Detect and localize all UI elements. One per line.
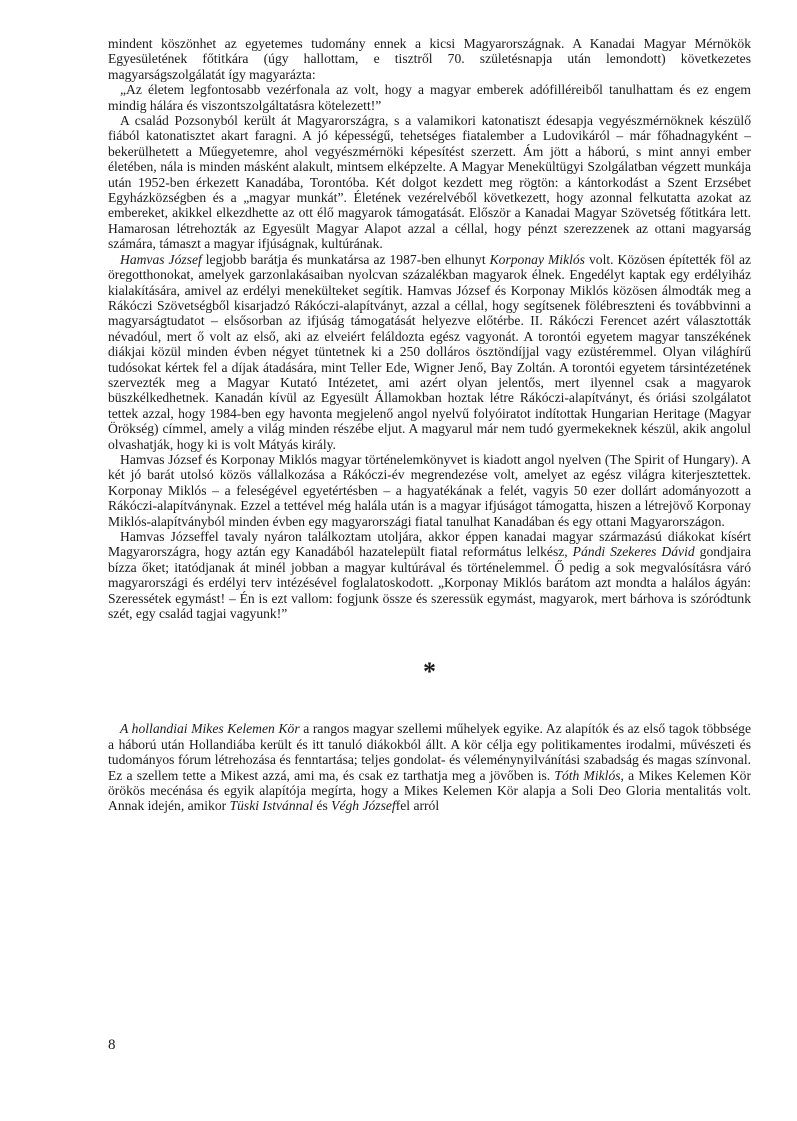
text-run: „Az életem legfontosabb vezérfonala az volt, hogy a magyar emberek adófilléreiből tanulhattam és ez engem mindig hálára és viszontszolgáltatásra kötelezett!”: [108, 82, 751, 113]
italic-name: Tóth Miklós: [554, 767, 621, 783]
document-page: [108, 36, 751, 814]
paragraph: [108, 452, 751, 529]
italic-name: Korponay Miklós: [489, 251, 585, 267]
text-run: gondjaira bízza őket; itatódjanak át minél jobban a magyar kultúrával és történelemmel. Ő pedig a sok megvalósításra váró magyarországi és erdélyi terv intézésével foglalatoskodott. „Korponay Miklós barátom azt mondta a halálos ágyán: Szeressétek egymást! – Én is ezt vallom: fogjunk össze és szeressük egymást, magyarok, mert bárhova is szóródtunk szét, egy család tagjai vagyunk!”: [108, 544, 751, 622]
text-run: legjobb barátja és munkatársa az 1987-ben elhunyt: [201, 251, 490, 267]
paragraph: [108, 113, 751, 252]
italic-name: A hollandiai Mikes Kelemen Kör: [120, 721, 300, 737]
text-run: mindent köszönhet az egyetemes tudomány ennek a kicsi Magyarországnak. A Kanadai Magyar Mérnökök Egyesületének főtitkára (úgy hallottam, e tisztről 70. születésnapja után lemondott) következetes magyarságszolgálatát így magyarázta:: [108, 36, 751, 82]
paragraph: [108, 252, 751, 452]
italic-name: Hamvas József: [120, 251, 202, 267]
text-run: Hamvas József és Korponay Miklós magyar történelemkönyvet is kiadott angol nyelven (The Spirit of Hungary). A két jó barát utolsó közös vállalkozása a Rákóczi-év megrendezése volt, amelyet az egész világra kiterjesztettek. Korponay Miklós – a feleségével egyetértésben – a hagyatékának a felét, vagyis 50 ezer dollárt adományozott a Rákóczi-alapítványnak. Ezzel a tettével még halála után is a magyar ifjúságot támogatta, hiszen a létrejövő Korponay Miklós-alapítványból minden évben egy magyarországi fiatal tanulhat Kanadában és egy ottani Magyarországon.: [108, 451, 751, 529]
paragraph: [108, 721, 751, 813]
section-separator: *: [423, 657, 436, 687]
article-body-continued: [108, 721, 751, 813]
text-run: A család Pozsonyból került át Magyarországra, s a valamikori katonatiszt édesapja vegyészmérnöknek készülő fiából katonatisztet akart faragni. A jó képességű, tehetséges fiatalember a Ludovikáról – már főhadnagyként – bekerülhetett a Műegyetemre, ahol vegyészmérnöki képesítést szerzett. Ám jött a háború, s mint annyi ember életében, nála is minden másként alakult, mintsem elképzelte. A Magyar Menekültügyi Szolgálatban végzett munkája után 1952-ben érkezett Kanadába, Torontóba. Két dolgot kezdett meg rögtön: a kántorkodást a Szent Erzsébet Egyházközségben és a „magyar munkát”. Életének vezérelvéből következett, hogy azonnal felkutatta azokat az embereket, akikkel elkezdhette az ott élő magyarok támogatását. Először a Kanadai Magyar Szövetség főtitkára lett. Hamarosan létrehozták az Egyesült Magyar Alapot azzal a céllal, hogy pénzt szerezzenek az ottani magyarság számára, támaszt a magyar ifjúságnak, kultúrának.: [108, 113, 751, 252]
paragraph: [108, 82, 751, 113]
italic-name: Tüski Istvánnal: [229, 798, 314, 814]
text-run: volt. Közösen építették föl az öregotthonokat, amelyek garzonlakásaiban nyolcvan százalékban magyarok élnek. Engedélyt kaptak egy erdélyiház kialakítására, amivel az erdélyi menekülteket segítik. Hamvas József és Korponay Miklós közösen álmodták meg a Rákóczi Szövetségből kisarjadzó Rákóczi-alapítványt, azzal a céllal, hogy segítsenek fölébreszteni és továbbvinni a magyarságtudatot – elsősorban az ifjúság támogatását helyezve előtérbe. II. Rákóczi Ferencet azért választották névadóul, mert ő volt az első, aki az elveiért feláldozta egész vagyonát. A torontói egyetem magyar tanszékének diákjai közül minden évben négyet tüntetnek ki a 250 dolláros ösztöndíjjal vagy ezüstéremmel. Olyan világhírű tudósokat kértek fel a díjak átadására, mint Teller Ede, Wigner Jenő, Bay Zoltán. A torontói egyetem társintézetének szervezték meg a Magyar Kutató Intézetet, ami azért olyan jelentős, mert ilyennel csak a magyarok büszkélkedhetnek. Kanadán kívül az Egyesült Államokban hoztak létre Rákóczi-alapítványt, és óriási szolgálatot tettek azzal, hogy 1984-ben egy havonta megjelenő angol nyelvű folyóiratot indítottak Hungarian Heritage (Magyar Örökség) címmel, amely a világ minden részébe eljut. A magyarul már nem tudó gyermekeknek készül, akik angolul olvashatják, hogy ki is volt Mátyás király.: [108, 251, 752, 452]
italic-name: Végh József: [331, 798, 396, 814]
text-run: és: [313, 798, 332, 814]
page-number: 8: [108, 1037, 116, 1053]
text-run: fel arról: [395, 798, 440, 814]
paragraph: [108, 529, 751, 621]
article-body: [108, 36, 751, 621]
text-run: a rangos magyar szellemi műhelyek egyike. Az alapítók és az első tagok többsége a háború után Hollandiába került és itt tanuló diákokból állt. A kör célja egy politikamentes irodalmi, művészeti és tudományos fórum létrehozása és fenntartása; teljes gondolat- és véleménynyilvánítási szabadság és magas színvonal. Ez a szellem tette a Mikest azzá, ami ma, és csak ez tarthatja meg a jövőben is.: [108, 721, 751, 783]
text-run: Hamvas Józseffel tavaly nyáron találkoztam utoljára, akkor éppen kanadai magyar származású diákokat kísért Magyarországra, hogy aztán egy Kanadából hazatelepült fiatal református lelkész,: [108, 529, 751, 560]
text-run: , a Mikes Kelemen Kör örökös mecénása és egyik alapítója megírta, hogy a Mikes Kelemen Kör alapja a Soli Deo Gloria mentalitás volt. Annak idején, amikor: [108, 767, 751, 814]
paragraph: [108, 36, 751, 82]
italic-name: Pándi Szekeres Dávid: [572, 544, 695, 560]
